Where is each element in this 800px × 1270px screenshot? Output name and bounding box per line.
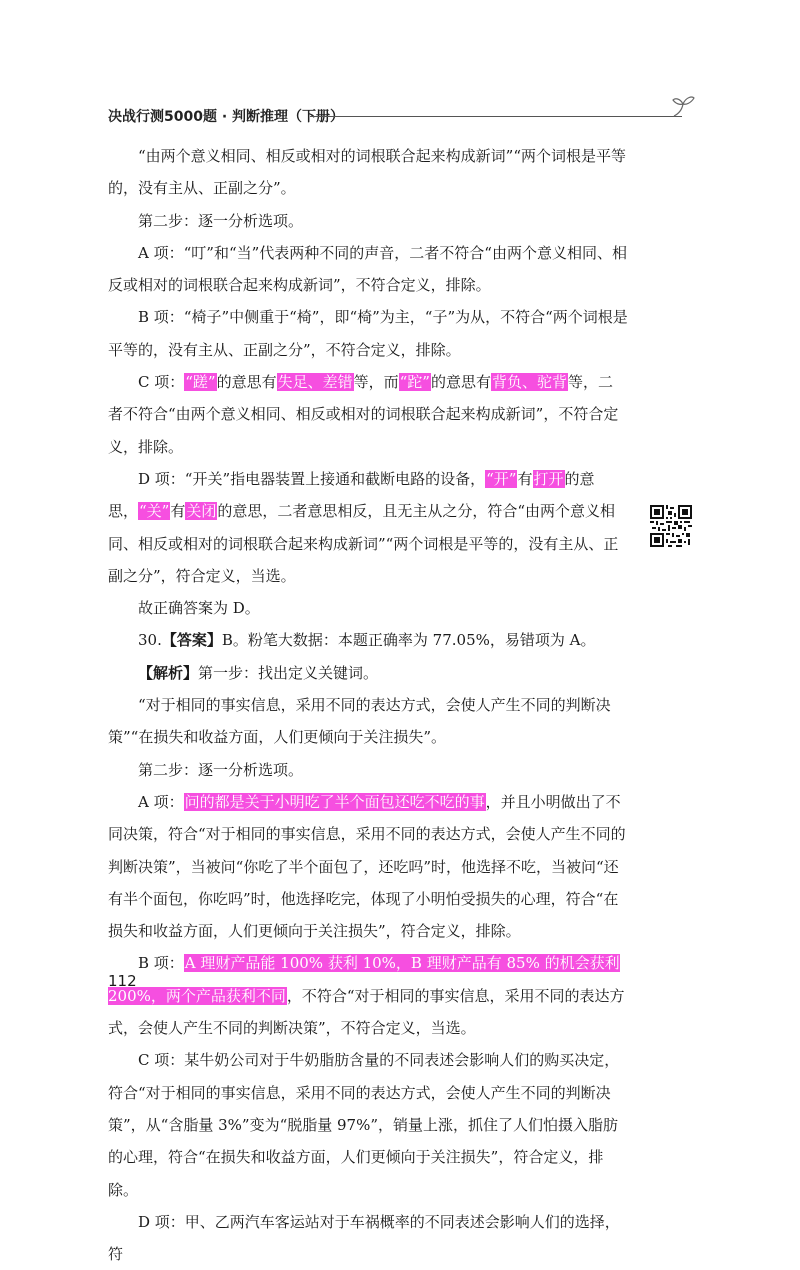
text-run: 的意思，: [108, 469, 595, 521]
text-run: 的意思有: [430, 373, 491, 392]
paragraph: [108, 786, 628, 947]
paragraph: 第二步：逐一分析选项。: [138, 211, 304, 230]
text-run: 的意思，二者意思相反，且无主从之分，符合“由两个意义相同、相反或相对的词根联合起来构成新词”“两个词根是平等的，没有主从、正副之分”，符合定义，当选。: [108, 502, 619, 585]
answer-line: [108, 624, 628, 656]
highlight: 打开: [533, 469, 564, 488]
paragraph: 第二步：逐一分析选项。: [138, 760, 304, 779]
paragraph: C 项：某牛奶公司对于牛奶脂肪含量的不同表述会影响人们的购买决定，符合“对于相同的事实信息，采用不同的表达方式，会使人产生不同的判断决策”，从“含脂量 3%”变为“脱脂量 97%”，销量上涨，抓住了人们怕摄入脂肪的心理，符合“在损失和收益方面，人们更倾向于关注损失”，符合定义，排除。: [108, 1051, 620, 1199]
highlight: “跎”: [399, 373, 430, 392]
text-run: ，并且小明做出了不同决策，符合“对于相同的事实信息，采用不同的表达方式，会使人产生不同的判断决策”，当被问“你吃了半个面包了，还吃吗”时，他选择不吃，当被问“还有半个面包，你吃吗”时，他选择吃完，体现了小明怕受损失的心理，符合“在损失和收益方面，人们更倾向于关注损失”，符合定义，排除。: [108, 792, 626, 941]
text-run: 有: [517, 469, 533, 488]
page-number: 112: [108, 972, 137, 990]
body-text: [108, 140, 628, 1270]
highlight: 失足、差错: [277, 373, 353, 392]
paragraph: 故正确答案为 D。: [138, 599, 260, 618]
text-run: ，不符合“对于相同的事实信息，采用不同的表达方式，会使人产生不同的判断决策”，不符合定义，当选。: [108, 986, 625, 1038]
qr-code-icon[interactable]: [650, 505, 692, 547]
text-run: C 项：: [138, 373, 185, 392]
paragraph: [108, 463, 628, 592]
paragraph: A 项：“叮”和“当”代表两种不同的声音，二者不符合“由两个意义相同、相反或相对的词根联合起来构成新词”，不符合定义，排除。: [108, 243, 627, 295]
text-run: 等，二者不符合“由两个意义相同、相反或相对的词根联合起来构成新词”，不符合定义，排除。: [108, 373, 619, 456]
highlight: “关”: [139, 502, 170, 521]
highlight: 关闭: [186, 502, 217, 521]
text-run: B。粉笔大数据：本题正确率为 77.05%，易错项为 A。: [221, 631, 596, 650]
text-run: B 项：: [138, 954, 184, 973]
question-number: 30.: [138, 631, 162, 650]
paragraph: B 项：“椅子”中侧重于“椅”，即“椅”为主，“子”为从，不符合“两个词根是平等的，没有主从、正副之分”，不符合定义，排除。: [108, 308, 628, 359]
sprout-icon: [670, 94, 696, 118]
analysis-tag: 【解析】: [138, 663, 199, 682]
paragraph: “对于相同的事实信息，采用不同的表达方式，会使人产生不同的判断决策”“在损失和收益方面，人们更倾向于关注损失”。: [108, 696, 611, 747]
highlight: A 理财产品能 100% 获利 10%，B 理财产品有 85% 的机会获利 200%，两个产品获利不同: [108, 954, 620, 1005]
analysis-line: [108, 657, 628, 689]
paragraph: [108, 947, 628, 1044]
highlight: “开”: [486, 469, 517, 488]
header-rule: [310, 116, 682, 117]
text-run: 有: [170, 502, 186, 521]
highlight: “蹉”: [185, 373, 216, 392]
running-header: 决战行测5000题 · 判断推理（下册）: [108, 109, 345, 125]
highlight: 问的都是关于小明吃了半个面包还吃不吃的事: [184, 792, 485, 811]
text-run: A 项：: [138, 792, 184, 811]
highlight: 背负、驼背: [492, 373, 568, 392]
answer-tag: 【答案】: [161, 631, 222, 650]
text-run: 的意思有: [216, 373, 277, 392]
text-run: D 项：“开关”指电器装置上接通和截断电路的设备，: [138, 469, 486, 488]
text-run: 第一步：找出定义关键词。: [198, 663, 379, 682]
paragraph: [108, 366, 628, 463]
text-run: 等，而: [353, 373, 399, 392]
paragraph: D 项：甲、乙两汽车客运站对于车祸概率的不同表述会影响人们的选择，符: [108, 1212, 620, 1264]
paragraph: “由两个意义相同、相反或相对的词根联合起来构成新词”“两个词根是平等的，没有主从、正副之分”。: [108, 147, 627, 198]
